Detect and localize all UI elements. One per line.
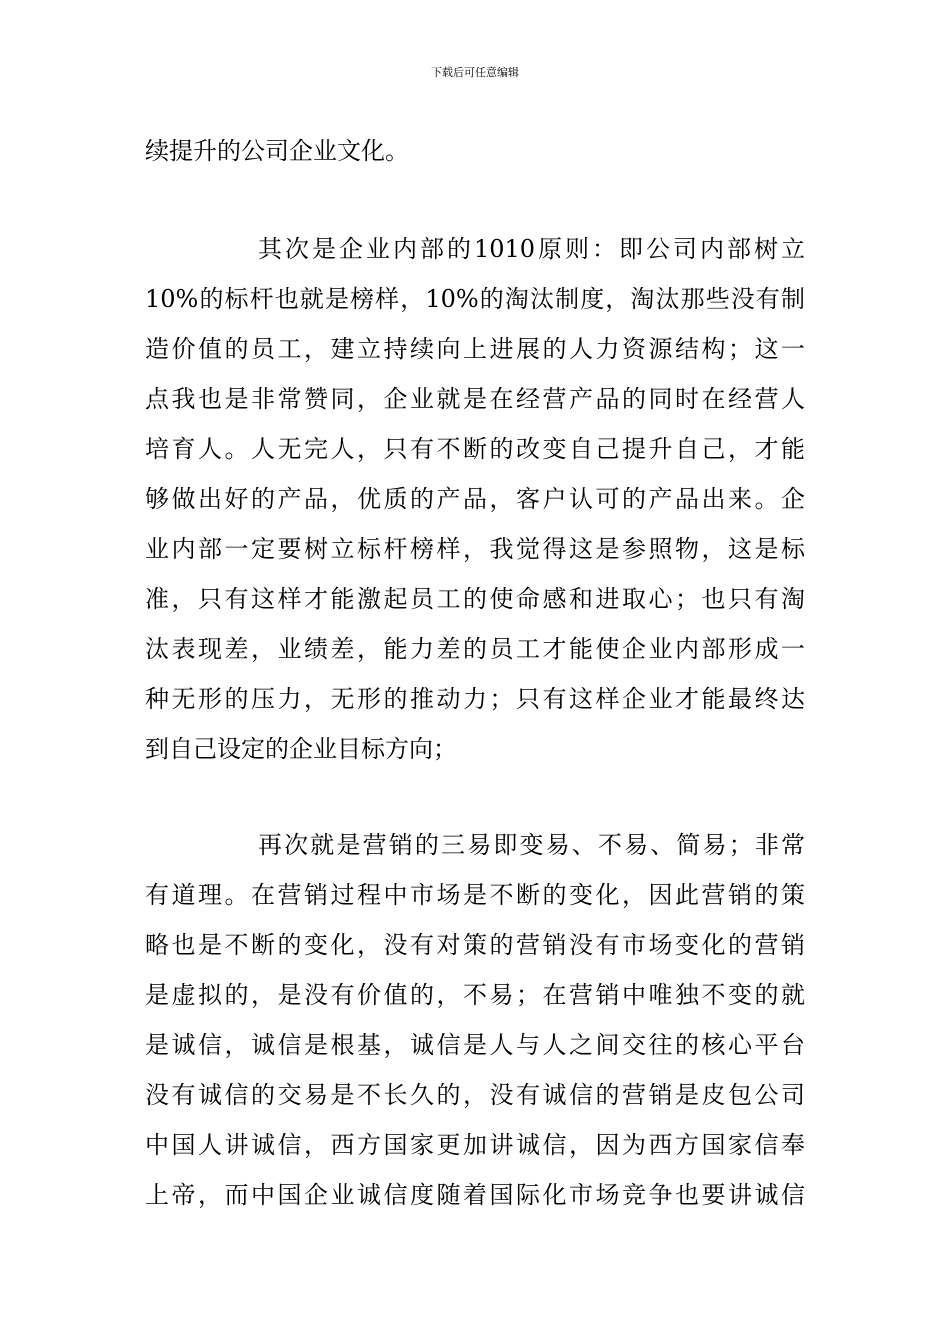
paragraph-2-line-7: 中国人讲诚信，西方国家更加讲诚信，因为西方国家信奉: [145, 1131, 805, 1159]
paragraph-2-line-1: 再次就是营销的三易即变易、不易、简易；非常: [258, 831, 805, 859]
paragraph-2-line-5: 是诚信，诚信是根基，诚信是人与人之间交往的核心平台: [145, 1031, 805, 1059]
paragraph-1-line-8: 准，只有这样才能激起员工的使命感和进取心；也只有淘: [145, 585, 805, 613]
paragraph-1-line-5: 培育人。人无完人，只有不断的改变自己提升自己，才能: [145, 435, 805, 463]
paragraph-1-line-2: 10%的标杆也就是榜样，10%的淘汰制度，淘汰那些没有制: [145, 285, 805, 313]
paragraph-1-line-6: 够做出好的产品，优质的产品，客户认可的产品出来。企: [145, 485, 805, 513]
paragraph-1-line-7: 业内部一定要树立标杆榜样，我觉得这是参照物，这是标: [145, 535, 805, 563]
paragraph-1-line-11: 到自己设定的企业目标方向；: [145, 735, 457, 763]
paragraph-2-line-3: 略也是不断的变化，没有对策的营销没有市场变化的营销: [145, 931, 805, 959]
page-header: 下载后可任意编辑: [431, 66, 519, 79]
paragraph-1-line-9: 汰表现差，业绩差，能力差的员工才能使企业内部形成一: [145, 635, 805, 663]
paragraph-2-line-2: 有道理。在营销过程中市场是不断的变化，因此营销的策: [145, 881, 805, 909]
paragraph-0-line-1: 续提升的公司企业文化。: [145, 137, 409, 165]
paragraph-2-line-8: 上帝，而中国企业诚信度随着国际化市场竞争也要讲诚信: [145, 1181, 805, 1209]
paragraph-1-line-1: 其次是企业内部的1010原则：即公司内部树立: [258, 235, 805, 263]
paragraph-1-line-10: 种无形的压力，无形的推动力；只有这样企业才能最终达: [145, 685, 805, 713]
paragraph-1-line-4: 点我也是非常赞同，企业就是在经营产品的同时在经营人: [145, 385, 805, 413]
paragraph-2-line-6: 没有诚信的交易是不长久的，没有诚信的营销是皮包公司: [145, 1081, 805, 1109]
paragraph-1-line-3: 造价值的员工，建立持续向上进展的人力资源结构；这一: [145, 335, 805, 363]
paragraph-2-line-4: 是虚拟的，是没有价值的，不易；在营销中唯独不变的就: [145, 981, 805, 1009]
